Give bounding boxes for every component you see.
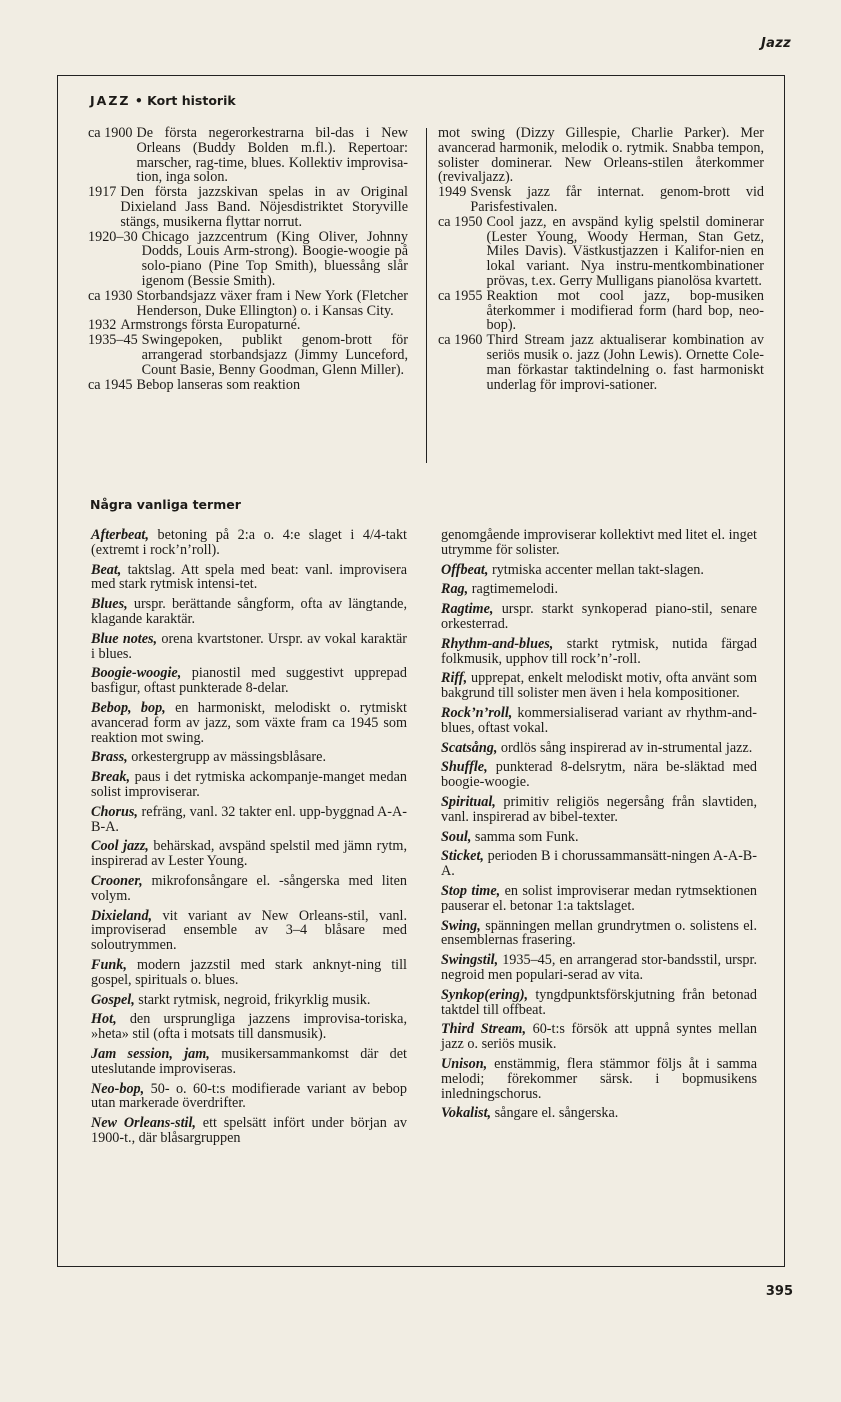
timeline-text: De första negerorkestrarna bil-das i New Orleans (Buddy Bolden m.fl.). Repertoar: marscher, rag-time, blues. Kollektiv improvisa-tion, inga solon. <box>136 125 408 186</box>
term-entry <box>91 909 407 953</box>
term-definition: betoning på 2:a o. 4:e slaget i 4/4-takt (extremt i rock’n’roll). <box>91 527 408 558</box>
term-name: New Orleans-stil, <box>91 1115 196 1132</box>
timeline-entry <box>88 126 408 185</box>
timeline-entry <box>438 289 764 333</box>
term-definition: modern jazzstil med stark anknyt-ning till gospel, spirituals o. blues. <box>91 956 407 988</box>
term-definition: behärskad, avspänd spelstil med jämn rytm, inspirerad av Lester Young. <box>91 838 408 870</box>
term-name: Dixieland, <box>91 907 153 924</box>
terms-right-column <box>441 528 757 1126</box>
term-entry <box>441 795 757 825</box>
term-definition: 60-t:s försök att uppnå syntes mellan jazz o. seriös musik. <box>441 1021 757 1053</box>
term-name: Offbeat, <box>441 561 489 578</box>
term-definition: tyngdpunktsförskjutning från betonad taktdel till offbeat. <box>441 986 758 1018</box>
term-name: Chorus, <box>91 803 138 820</box>
term-entry <box>91 632 407 662</box>
timeline-year: 1920–30 <box>88 228 138 245</box>
term-entry <box>441 563 757 578</box>
term-definition: en solist improviserar medan rytmsektionen pauserar el. betonar 1:a taktslaget. <box>441 882 758 914</box>
term-entry <box>441 637 757 667</box>
term-definition: urspr. starkt synkoperad piano-stil, senare orkesterrad. <box>441 601 758 632</box>
timeline-year: ca 1955 <box>438 287 483 304</box>
term-definition: upprepat, enkelt melodiskt motiv, ofta använt som bakgrund till solister men även i hela kompositioner. <box>441 670 757 702</box>
timeline-text: Third Stream jazz aktualiserar kombination av seriös musik o. jazz (John Lewis). Ornette Cole-man förkastar taktindelning o. fast harmoniskt underlag för improvi-sationer. <box>486 332 764 393</box>
term-name: Rag, <box>441 581 469 598</box>
timeline-entry <box>438 185 764 215</box>
term-name: Stop time, <box>441 882 501 899</box>
term-entry <box>441 884 757 914</box>
timeline-entry <box>88 318 408 333</box>
term-definition: primitiv religiös negersång från slavtiden, vanl. inspirerad av bibel-texter. <box>441 793 757 825</box>
timeline-entry <box>438 215 764 289</box>
timeline-text: Swingepoken, publikt genom-brott för arrangerad storbandsjazz (Jimmy Lunceford, Count Basie, Benny Goodman, Glenn Miller). <box>141 332 408 378</box>
term-name: Rhythm-and-blues, <box>441 635 554 652</box>
term-entry <box>91 597 407 627</box>
term-definition: ragtimemelodi. <box>471 581 559 598</box>
timeline-year: ca 1945 <box>88 376 133 393</box>
term-definition: rytmiska accenter mellan takt-slagen. <box>491 561 704 578</box>
term-entry <box>441 1057 757 1101</box>
term-name: Vokalist, <box>441 1105 492 1122</box>
term-name: Soul, <box>441 828 472 845</box>
term-entry <box>441 602 757 632</box>
term-name: Hot, <box>91 1011 117 1028</box>
term-name: Unison, <box>441 1055 488 1072</box>
term-name: Afterbeat, <box>91 527 149 543</box>
term-entry <box>441 741 757 756</box>
term-entry <box>91 1047 407 1077</box>
term-name: Bebop, bop, <box>91 699 166 716</box>
timeline-entry <box>88 185 408 229</box>
timeline-year: 1935–45 <box>88 332 138 349</box>
term-definition: ett spelsätt infört under början av 1900-t., där blåsargruppen <box>91 1115 408 1146</box>
term-entry <box>441 582 757 597</box>
term-entry <box>91 1012 407 1042</box>
term-definition: 50- o. 60-t:s modifierade variant av bebop utan markerade överdrifter. <box>91 1080 407 1112</box>
term-entry <box>441 988 757 1018</box>
timeline-year: ca 1900 <box>88 125 133 141</box>
term-entry <box>441 919 757 949</box>
term-name: Boogie-woogie, <box>91 665 182 682</box>
timeline-text: Reaktion mot cool jazz, bop-musiken återkommer i modifierad form (hard bop, neo-bop). <box>486 287 764 334</box>
heading-bullet: • <box>134 93 143 108</box>
term-entry <box>91 958 407 988</box>
term-name: Spiritual, <box>441 793 496 810</box>
term-entry <box>441 830 757 845</box>
term-definition: ordlös sång inspirerad av in-strumental jazz. <box>500 739 753 756</box>
term-entry <box>91 750 407 765</box>
timeline-continuation: mot swing (Dizzy Gillespie, Charlie Parker). Mer avancerad harmonik, melodik o. rytmik. Snabba tempon, solister dominerar. New Orleans-stilen återkommer (revivaljazz). <box>438 125 764 186</box>
timeline-entry <box>88 289 408 319</box>
term-definition: punkterad 8-delsrytm, nära be-släktad med boogie-woogie. <box>441 759 757 791</box>
terms-heading: Några vanliga termer <box>90 497 241 512</box>
term-name: Cool jazz, <box>91 838 149 855</box>
term-name: Shuffle, <box>441 759 488 776</box>
column-divider <box>426 128 427 463</box>
term-definition: orena kvartstoner. Urspr. av vokal karaktär i blues. <box>91 630 408 662</box>
history-heading-main: JAZZ <box>90 93 131 108</box>
term-entry <box>91 528 407 558</box>
term-definition: taktslag. Att spela med beat: vanl. improvisera med stark rytmisk intensi-tet. <box>91 561 407 593</box>
term-name: Crooner, <box>91 872 143 889</box>
term-entry <box>441 760 757 790</box>
term-name: Sticket, <box>441 848 484 865</box>
term-definition: enstämmig, flera stämmor följs åt i samma melodi; förekommer särsk. i bopmusikens inledningschorus. <box>441 1055 758 1102</box>
timeline-entry <box>88 333 408 377</box>
term-entry <box>91 770 407 800</box>
term-name: Funk, <box>91 956 127 973</box>
timeline-text: Chicago jazzcentrum (King Oliver, Johnny Dodds, Louis Arm-strong). Boogie-woogie på solo-piano (Pine Top Smith), bluessång slår igenom (Bessie Smith). <box>141 228 408 289</box>
term-definition: den ursprungliga jazzens improvisa-toriska, »heta» stil (ofta i motsats till dansmusik). <box>91 1011 407 1043</box>
term-entry <box>441 953 757 983</box>
term-name: Ragtime, <box>441 601 494 618</box>
term-definition: starkt rytmisk, negroid, frikyrklig musik. <box>138 991 371 1008</box>
term-definition: perioden B i chorussammansätt-ningen A-A-B-A. <box>441 848 757 880</box>
timeline-year: 1917 <box>88 184 117 201</box>
term-entry <box>441 1106 757 1121</box>
term-entry <box>91 839 407 869</box>
term-definition: refräng, vanl. 32 takter enl. upp-byggnad A-A-B-A. <box>91 803 407 835</box>
term-definition: vit variant av New Orleans-stil, vanl. improviserad ensemble av 3–4 blåsare med soloutrymmen. <box>91 907 408 954</box>
term-name: Beat, <box>91 561 122 578</box>
page-number: 395 <box>765 1284 793 1299</box>
term-name: Break, <box>91 769 131 786</box>
term-name: Jam session, jam, <box>91 1045 210 1062</box>
term-definition: sångare el. sångerska. <box>494 1105 619 1122</box>
timeline-text: Cool jazz, en avspänd kylig spelstil dominerar (Lester Young, Woody Herman, Stan Getz, Miles Davis). Västkustjazzen i Kalifor-nien en lokal variant. Nya instru-mentkombinationer prövas, t.ex. Gerry Mulligans pianolösa kvartett. <box>486 213 764 289</box>
timeline-entry <box>88 378 408 393</box>
term-name: Scatsång, <box>441 739 498 756</box>
term-name: Gospel, <box>91 991 135 1008</box>
term-definition: en harmoniskt, melodiskt o. rytmiskt avancerad form av jazz, som växte fram ca 1945 som reaktion mot swing. <box>91 699 408 746</box>
term-name: Swing, <box>441 917 481 934</box>
term-definition: musikersammankomst där det uteslutande improviseras. <box>91 1045 407 1077</box>
term-definition: samma som Funk. <box>474 828 579 845</box>
term-name: Neo-bop, <box>91 1080 145 1097</box>
running-header: Jazz <box>761 36 791 51</box>
term-entry <box>91 666 407 696</box>
timeline-text: Den första jazzskivan spelas in av Original Dixieland Jass Band. Nöjesdistriktet Storyville stängs, musikerna flyttar norrut. <box>120 184 408 230</box>
timeline-year: ca 1950 <box>438 213 483 230</box>
term-entry <box>441 849 757 879</box>
term-entry <box>91 993 407 1008</box>
timeline-text: Storbandsjazz växer fram i New York (Fletcher Henderson, Duke Ellington) o. i Kansas City. <box>136 287 408 319</box>
term-definition: spänningen mellan grundrytmen o. solistens el. ensemblernas frasering. <box>441 917 758 949</box>
term-definition: orkestergrupp av mässingsblåsare. <box>131 749 326 766</box>
timeline-entry <box>438 333 764 392</box>
term-name: Third Stream, <box>441 1021 527 1038</box>
term-definition: pianostil med suggestivt upprepad basfigur, oftast punkterade 8-delar. <box>91 665 407 697</box>
terms-left-column <box>91 528 407 1151</box>
timeline-text: Bebop lanseras som reaktion <box>136 376 301 393</box>
timeline-left-column <box>88 126 408 392</box>
term-definition: urspr. berättande sångform, ofta av längtande, klagande karaktär. <box>91 596 408 627</box>
timeline-year: 1932 <box>88 317 117 334</box>
content-frame <box>57 75 785 1267</box>
term-name: Rock’n’roll, <box>441 704 513 721</box>
history-heading-sub: Kort historik <box>147 93 236 108</box>
timeline-year: ca 1960 <box>438 332 483 349</box>
term-name: Blue notes, <box>91 630 158 647</box>
term-name: Swingstil, <box>441 952 499 969</box>
term-entry <box>91 1082 407 1112</box>
timeline-text: Svensk jazz får internat. genom-brott vid Parisfestivalen. <box>470 184 764 215</box>
term-entry <box>91 563 407 593</box>
term-entry <box>91 805 407 835</box>
term-entry <box>91 701 407 745</box>
term-definition: starkt rytmisk, nutida färgad folkmusik, upphov till rock’n’-roll. <box>441 635 757 667</box>
timeline-year: ca 1930 <box>88 287 133 304</box>
term-name: Synkop(ering), <box>441 986 529 1003</box>
term-entry <box>441 671 757 701</box>
timeline-year: 1949 <box>438 184 467 201</box>
term-definition: 1935–45, en arrangerad stor-bandsstil, urspr. negroid men populari-serad av vita. <box>441 952 758 983</box>
term-name: Riff, <box>441 670 468 687</box>
term-definition: mikrofonsångare el. -sångerska med liten volym. <box>91 872 408 904</box>
term-definition: kommersialiserad variant av rhythm-and-blues, oftast vokal. <box>441 704 757 736</box>
term-entry <box>91 874 407 904</box>
term-definition: paus i det rytmiska ackompanje-manget medan solist improviserar. <box>91 769 408 800</box>
term-entry <box>91 1116 407 1146</box>
term-continuation: genomgående improviserar kollektivt med litet el. inget utrymme för solister. <box>441 527 757 558</box>
term-name: Brass, <box>91 749 128 766</box>
term-name: Blues, <box>91 596 128 613</box>
timeline-text: Armstrongs första Europaturné. <box>120 317 301 334</box>
timeline-right-column <box>438 126 764 392</box>
term-entry <box>441 1022 757 1052</box>
term-entry <box>441 706 757 736</box>
timeline-entry <box>88 230 408 289</box>
history-heading <box>90 93 236 108</box>
